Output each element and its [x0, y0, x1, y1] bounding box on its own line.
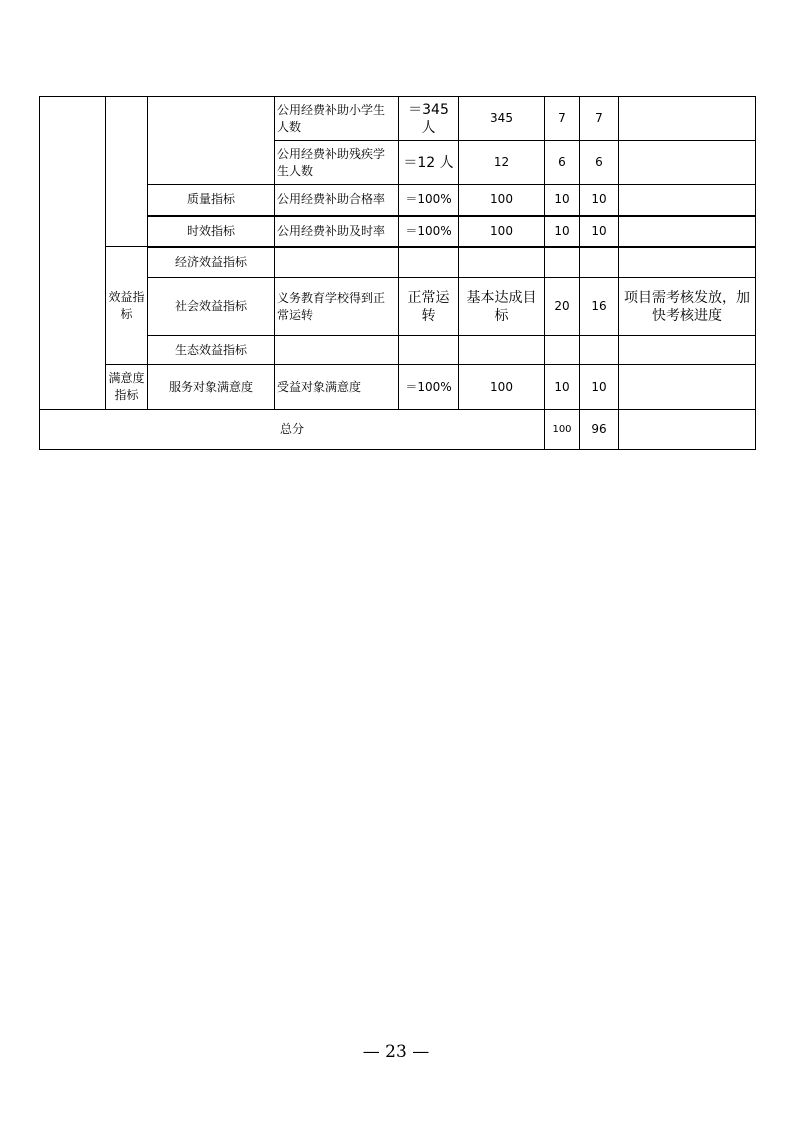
note-cell	[619, 247, 756, 278]
indicator-cell: 公用经费补助小学生人数	[275, 97, 399, 141]
indicator-cell: 受益对象满意度	[275, 365, 399, 410]
target-cell	[399, 247, 459, 278]
weight-cell: 20	[545, 278, 580, 336]
table-row	[40, 365, 756, 410]
note-cell	[619, 185, 756, 216]
note-cell: 项目需考核发放，加快考核进度	[619, 278, 756, 336]
weight-cell: 10	[545, 185, 580, 216]
score-cell: 7	[580, 97, 619, 141]
level3-cell: 服务对象满意度	[148, 365, 275, 410]
performance-table	[39, 96, 756, 450]
level3-cell: 经济效益指标	[148, 247, 275, 278]
total-score: 96	[580, 410, 619, 450]
note-cell	[619, 336, 756, 365]
note-cell	[619, 141, 756, 185]
level2-cell-output	[106, 97, 148, 247]
level1-cell	[40, 97, 106, 410]
table-row	[40, 278, 756, 336]
page-number: — 23 —	[362, 1042, 430, 1062]
table-row	[40, 185, 756, 216]
score-cell: 6	[580, 141, 619, 185]
target-cell: ＝100%	[399, 365, 459, 410]
level3-cell-quantity	[148, 97, 275, 185]
indicator-cell: 义务教育学校得到正常运转	[275, 278, 399, 336]
level3-cell: 生态效益指标	[148, 336, 275, 365]
indicator-cell	[275, 336, 399, 365]
target-cell: ＝345 人	[399, 97, 459, 141]
level3-cell: 时效指标	[148, 216, 275, 247]
actual-cell: 100	[459, 185, 545, 216]
actual-cell: 345	[459, 97, 545, 141]
target-cell	[399, 336, 459, 365]
actual-cell: 100	[459, 216, 545, 247]
level3-cell: 社会效益指标	[148, 278, 275, 336]
actual-cell: 基本达成目标	[459, 278, 545, 336]
total-row	[40, 410, 756, 450]
total-label: 总分	[40, 410, 545, 450]
level3-cell: 质量指标	[148, 185, 275, 216]
weight-cell: 10	[545, 216, 580, 247]
score-cell: 10	[580, 365, 619, 410]
weight-cell: 7	[545, 97, 580, 141]
total-note	[619, 410, 756, 450]
total-weight: 100	[545, 410, 580, 450]
actual-cell	[459, 247, 545, 278]
actual-cell	[459, 336, 545, 365]
weight-cell: 6	[545, 141, 580, 185]
target-cell: 正常运转	[399, 278, 459, 336]
indicator-cell: 公用经费补助及时率	[275, 216, 399, 247]
note-cell	[619, 216, 756, 247]
actual-cell: 12	[459, 141, 545, 185]
weight-cell	[545, 247, 580, 278]
level2-cell: 满意度指标	[106, 365, 148, 410]
note-cell	[619, 365, 756, 410]
target-cell: ＝12 人	[399, 141, 459, 185]
weight-cell	[545, 336, 580, 365]
actual-cell: 100	[459, 365, 545, 410]
target-cell: ＝100%	[399, 185, 459, 216]
score-cell: 16	[580, 278, 619, 336]
weight-cell: 10	[545, 365, 580, 410]
table-row	[40, 216, 756, 247]
table-row	[40, 97, 756, 141]
table-row	[40, 247, 756, 278]
score-cell: 10	[580, 216, 619, 247]
table-row	[40, 336, 756, 365]
indicator-cell: 公用经费补助合格率	[275, 185, 399, 216]
target-cell: ＝100%	[399, 216, 459, 247]
note-cell	[619, 97, 756, 141]
indicator-cell: 公用经费补助残疾学生人数	[275, 141, 399, 185]
score-cell	[580, 336, 619, 365]
score-cell: 10	[580, 185, 619, 216]
indicator-cell	[275, 247, 399, 278]
score-cell	[580, 247, 619, 278]
level2-cell: 效益指标	[106, 247, 148, 365]
